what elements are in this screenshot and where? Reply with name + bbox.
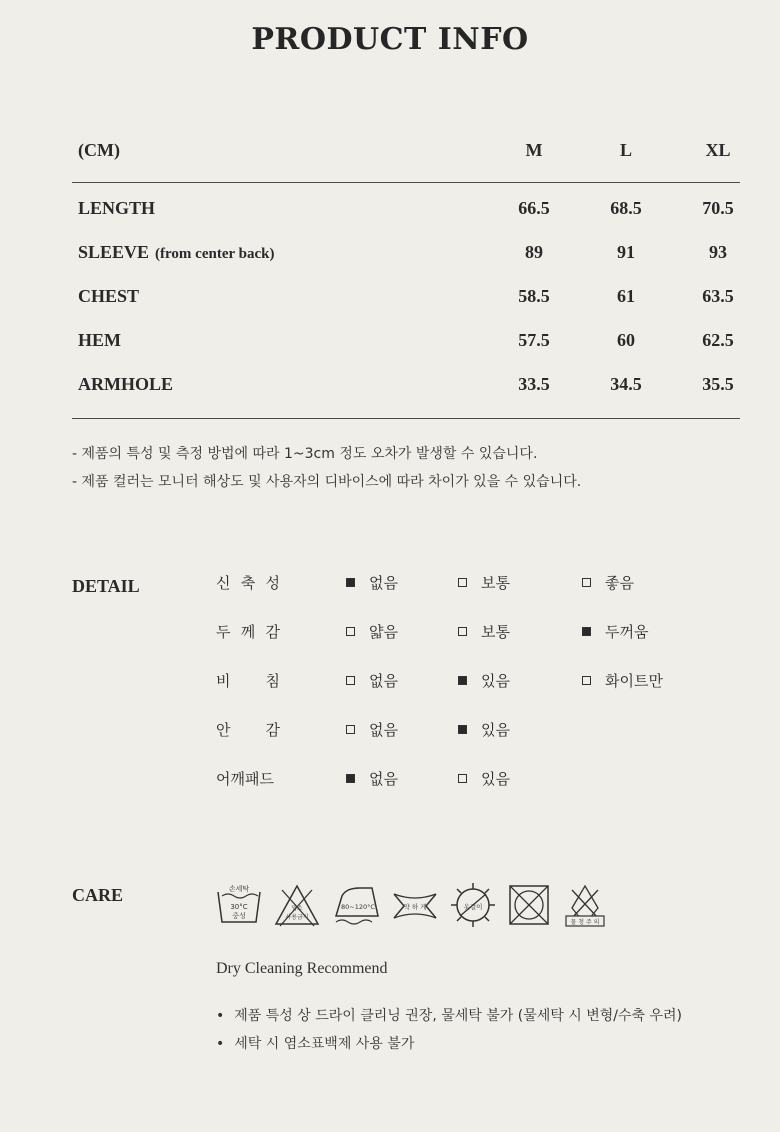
hand-wash-30-icon xyxy=(216,882,262,928)
iron-80-120-icon xyxy=(332,882,380,928)
svg-text:염소: 염소 xyxy=(291,905,303,912)
detail-row-name: 두 께 감 xyxy=(216,623,280,641)
checked-box-icon xyxy=(458,725,467,734)
table-row xyxy=(72,330,740,374)
row-value: 63.5 xyxy=(702,286,734,306)
detail-option: 없음 xyxy=(346,670,398,691)
unchecked-box-icon xyxy=(582,676,591,685)
row-value: 60 xyxy=(617,330,635,350)
row-value: 89 xyxy=(525,242,543,262)
row-value: 58.5 xyxy=(518,286,550,306)
detail-option: 있음 xyxy=(458,670,510,691)
svg-text:옷걸이: 옷걸이 xyxy=(463,903,483,911)
row-label-note: (from center back) xyxy=(155,246,275,262)
list-item: • 제품 특성 상 드라이 클리닝 권장, 물세탁 불가 (물세탁 시 변형/수축 우려) xyxy=(216,1002,682,1030)
detail-option: 있음 xyxy=(458,719,510,740)
unchecked-box-icon xyxy=(458,578,467,587)
row-label: ARMHOLE xyxy=(78,374,174,394)
detail-option: 보통 xyxy=(458,621,510,642)
no-tumble-dry-icon xyxy=(450,882,496,928)
detail-row-name: 비 침 xyxy=(216,672,280,690)
row-value: 33.5 xyxy=(518,374,550,394)
svg-text:물 청 주 의: 물 청 주 의 xyxy=(570,919,600,926)
detail-row-name: 안 감 xyxy=(216,721,280,739)
row-value: 62.5 xyxy=(702,330,734,350)
size-table-header xyxy=(72,140,740,182)
detail-option: 없음 xyxy=(346,719,398,740)
row-value: 66.5 xyxy=(518,198,550,218)
detail-option: 보통 xyxy=(458,572,510,593)
table-row xyxy=(72,198,740,242)
detail-label: DETAIL xyxy=(72,576,140,596)
svg-text:80~120°C: 80~120°C xyxy=(341,903,375,911)
dry-cleaning-recommend: Dry Cleaning Recommend xyxy=(216,960,388,977)
svg-text:30°C: 30°C xyxy=(230,903,248,911)
table-row xyxy=(72,242,740,286)
detail-row-name: 신 축 성 xyxy=(216,574,280,592)
detail-option: 얇음 xyxy=(346,621,398,642)
row-value: 93 xyxy=(709,242,727,262)
detail-option: 두꺼움 xyxy=(582,621,648,642)
unchecked-box-icon xyxy=(458,627,467,636)
size-header-xl: XL xyxy=(705,140,731,160)
no-water-wash-icon xyxy=(562,882,608,928)
unchecked-box-icon xyxy=(458,774,467,783)
row-label: SLEEVE (from center back) xyxy=(78,242,275,262)
table-row xyxy=(72,286,740,330)
row-value: 61 xyxy=(617,286,635,306)
detail-row-name: 어깨패드 xyxy=(216,770,274,788)
checked-box-icon xyxy=(346,578,355,587)
row-value: 35.5 xyxy=(702,374,734,394)
detail-option: 화이트만 xyxy=(582,670,663,691)
detail-row xyxy=(0,621,780,670)
detail-section xyxy=(0,572,780,817)
detail-option: 좋음 xyxy=(582,572,634,593)
detail-row xyxy=(0,768,780,817)
checked-box-icon xyxy=(582,627,591,636)
row-label: LENGTH xyxy=(78,198,156,218)
care-bullets xyxy=(216,1002,682,1058)
size-table xyxy=(72,140,740,182)
detail-row xyxy=(0,572,780,621)
care-icons xyxy=(216,882,608,928)
checked-box-icon xyxy=(346,774,355,783)
row-value: 34.5 xyxy=(610,374,642,394)
row-value: 70.5 xyxy=(702,198,734,218)
care-label: CARE xyxy=(72,885,124,905)
size-table-body xyxy=(72,198,740,418)
detail-row xyxy=(0,670,780,719)
unchecked-box-icon xyxy=(346,725,355,734)
svg-text:사용금지: 사용금지 xyxy=(285,914,309,921)
detail-option: 없음 xyxy=(346,768,398,789)
no-chlorine-bleach-icon xyxy=(274,882,320,928)
row-label: HEM xyxy=(78,330,121,350)
unchecked-box-icon xyxy=(582,578,591,587)
gentle-wring-icon xyxy=(392,882,438,928)
list-item: • 세탁 시 염소표백제 사용 불가 xyxy=(216,1030,682,1058)
unit-label: (CM) xyxy=(78,140,120,160)
row-value: 91 xyxy=(617,242,635,262)
detail-option: 없음 xyxy=(346,572,398,593)
svg-text:약 하 게: 약 하 게 xyxy=(403,903,427,911)
unchecked-box-icon xyxy=(346,627,355,636)
size-header-m: M xyxy=(525,140,543,160)
row-value: 68.5 xyxy=(610,198,642,218)
detail-row xyxy=(0,719,780,768)
note-line: - 제품의 특성 및 측정 방법에 따라 1~3cm 정도 오차가 발생할 수 있습니다. xyxy=(72,446,538,462)
unchecked-box-icon xyxy=(346,676,355,685)
detail-option: 있음 xyxy=(458,768,510,789)
measurement-notes xyxy=(72,440,581,496)
row-label: CHEST xyxy=(78,286,140,306)
svg-text:손세탁: 손세탁 xyxy=(228,885,250,893)
table-row xyxy=(72,374,740,418)
checked-box-icon xyxy=(458,676,467,685)
page-title: PRODUCT INFO xyxy=(251,22,529,57)
svg-text:중성: 중성 xyxy=(232,912,246,920)
size-header-l: L xyxy=(619,140,632,160)
row-value: 57.5 xyxy=(518,330,550,350)
table-bottom-divider xyxy=(72,418,740,419)
header-divider xyxy=(72,182,740,183)
note-line: - 제품 컬러는 모니터 해상도 및 사용자의 디바이스에 따라 차이가 있을 수 있습니다. xyxy=(72,474,582,490)
no-wet-clean-icon xyxy=(508,882,550,928)
